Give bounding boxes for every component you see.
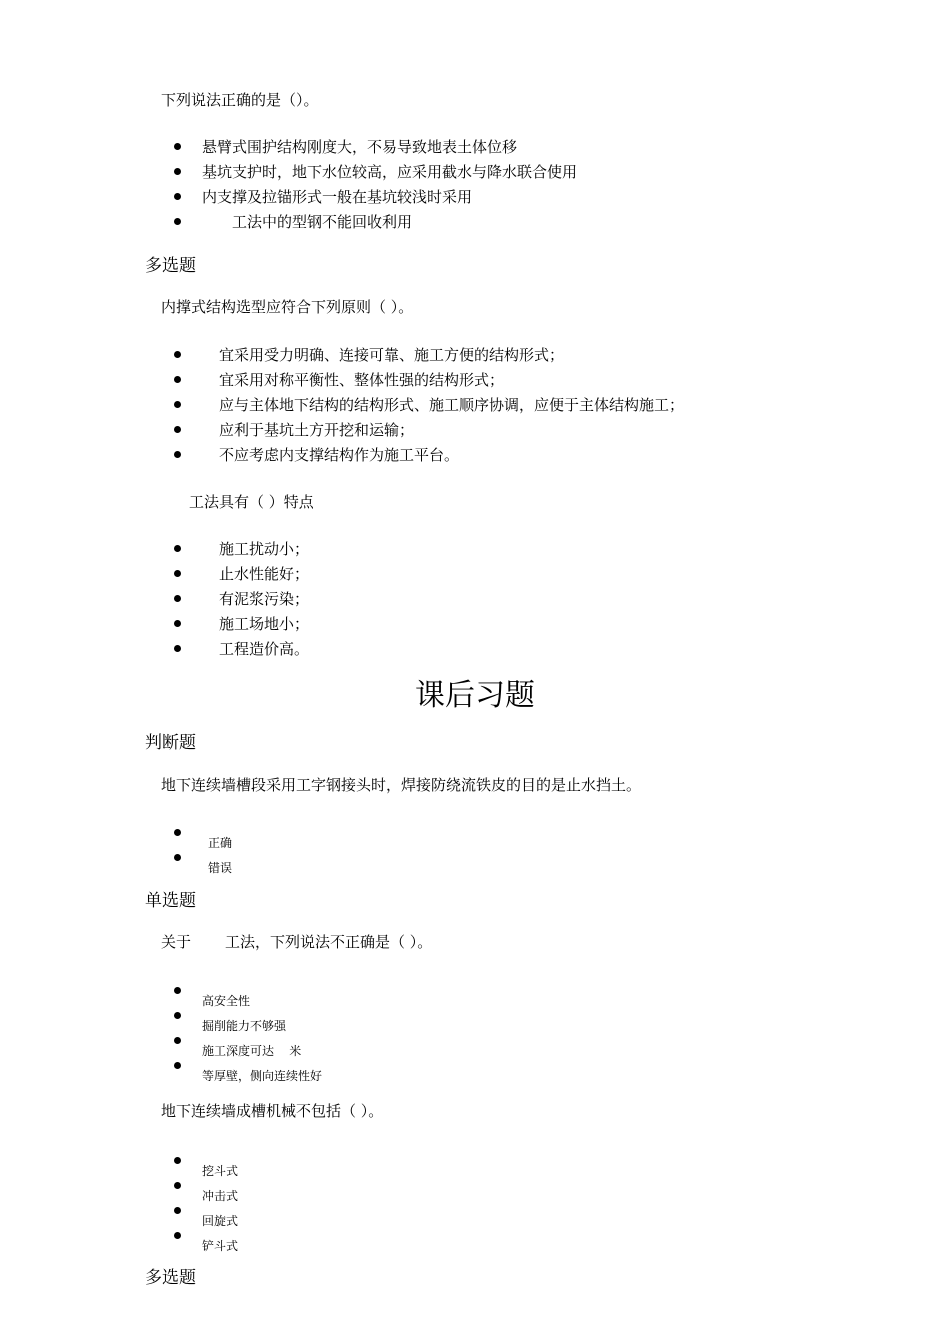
bullet-icon <box>174 1012 181 1019</box>
bullet-icon <box>174 168 181 175</box>
bullet-icon <box>174 545 181 552</box>
section-heading-single: 单选题 <box>145 891 196 911</box>
bullet-icon <box>174 1037 181 1044</box>
document-page: 下列说法正确的是（）。 悬臂式围护结构刚度大，不易导致地表土体位移 基坑支护时，地下水位较高，应采用截水与降水联合使用 内支撑及拉锚形式一般在基坑较浅时采用 工法中的型钢不能回收利用 多选题 内撑式结构选型应符合下列原则（ ）。 宜采用受力明确、连接可靠、施工方便的结构形式； 宜采用对称平衡性、整体性强的结构形式； 应与主体地下结构的结构形式、施工顺序协调，应便于主体结构施工； 应利于基坑土方开挖和运输； 不应考虑内支撑结构作为施工平台。 工法具有（ ）特点 施工扰动小； 止水性能好； 有泥浆污染； 施工场地小； 工程造价高。 课后习题 判断题 地下连续墙槽段采用工字钢接头时，焊接防绕流铁皮的目的是止水挡土。 正确 错误 单选题 关于 工法，下列说法不正确是（ ）。 高安全性 掘削能力不够强 施工深度可达 米 等厚壁，侧向连续性好 地下连续墙成槽机械不包括（ ）。 挖斗式 冲击式 回旋式 铲斗式 多选题 <box>0 0 950 1344</box>
bullet-icon <box>174 1157 181 1164</box>
bullet-icon <box>174 987 181 994</box>
bullet-icon <box>174 595 181 602</box>
bullet-icon <box>174 829 181 836</box>
question-5-stem <box>161 932 432 952</box>
bullet-icon <box>174 143 181 150</box>
bullet-icon <box>174 645 181 652</box>
question-2-stem: 内撑式结构选型应符合下列原则（ ）。 <box>161 298 414 316</box>
bullet-icon <box>174 401 181 408</box>
bullet-icon <box>174 218 181 225</box>
question-5-stem-suffix: 工法，下列说法不正确是（ ）。 <box>225 933 433 951</box>
bullet-icon <box>174 351 181 358</box>
question-3-stem: 工法具有（ ）特点 <box>189 493 314 511</box>
section-heading-multi: 多选题 <box>145 256 196 276</box>
section-heading-judge: 判断题 <box>145 733 196 753</box>
question-6-stem: 地下连续墙成槽机械不包括（ ）。 <box>161 1102 384 1120</box>
section-heading-multi-2: 多选题 <box>145 1268 196 1288</box>
bullet-icon <box>174 1232 181 1239</box>
bullet-icon <box>174 193 181 200</box>
question-1-stem: 下列说法正确的是（）。 <box>161 91 319 109</box>
question-5-stem-prefix: 关于 <box>161 933 192 951</box>
bullet-icon <box>174 426 181 433</box>
bullet-icon <box>174 570 181 577</box>
bullet-icon <box>174 1207 181 1214</box>
bullet-icon <box>174 854 181 861</box>
bullet-icon <box>174 1182 181 1189</box>
bullet-icon <box>174 376 181 383</box>
page-title: 课后习题 <box>415 678 535 713</box>
bullet-icon <box>174 451 181 458</box>
bullet-icon <box>174 620 181 627</box>
bullet-icon <box>174 1062 181 1069</box>
question-4-stem: 地下连续墙槽段采用工字钢接头时，焊接防绕流铁皮的目的是止水挡土。 <box>161 776 642 794</box>
